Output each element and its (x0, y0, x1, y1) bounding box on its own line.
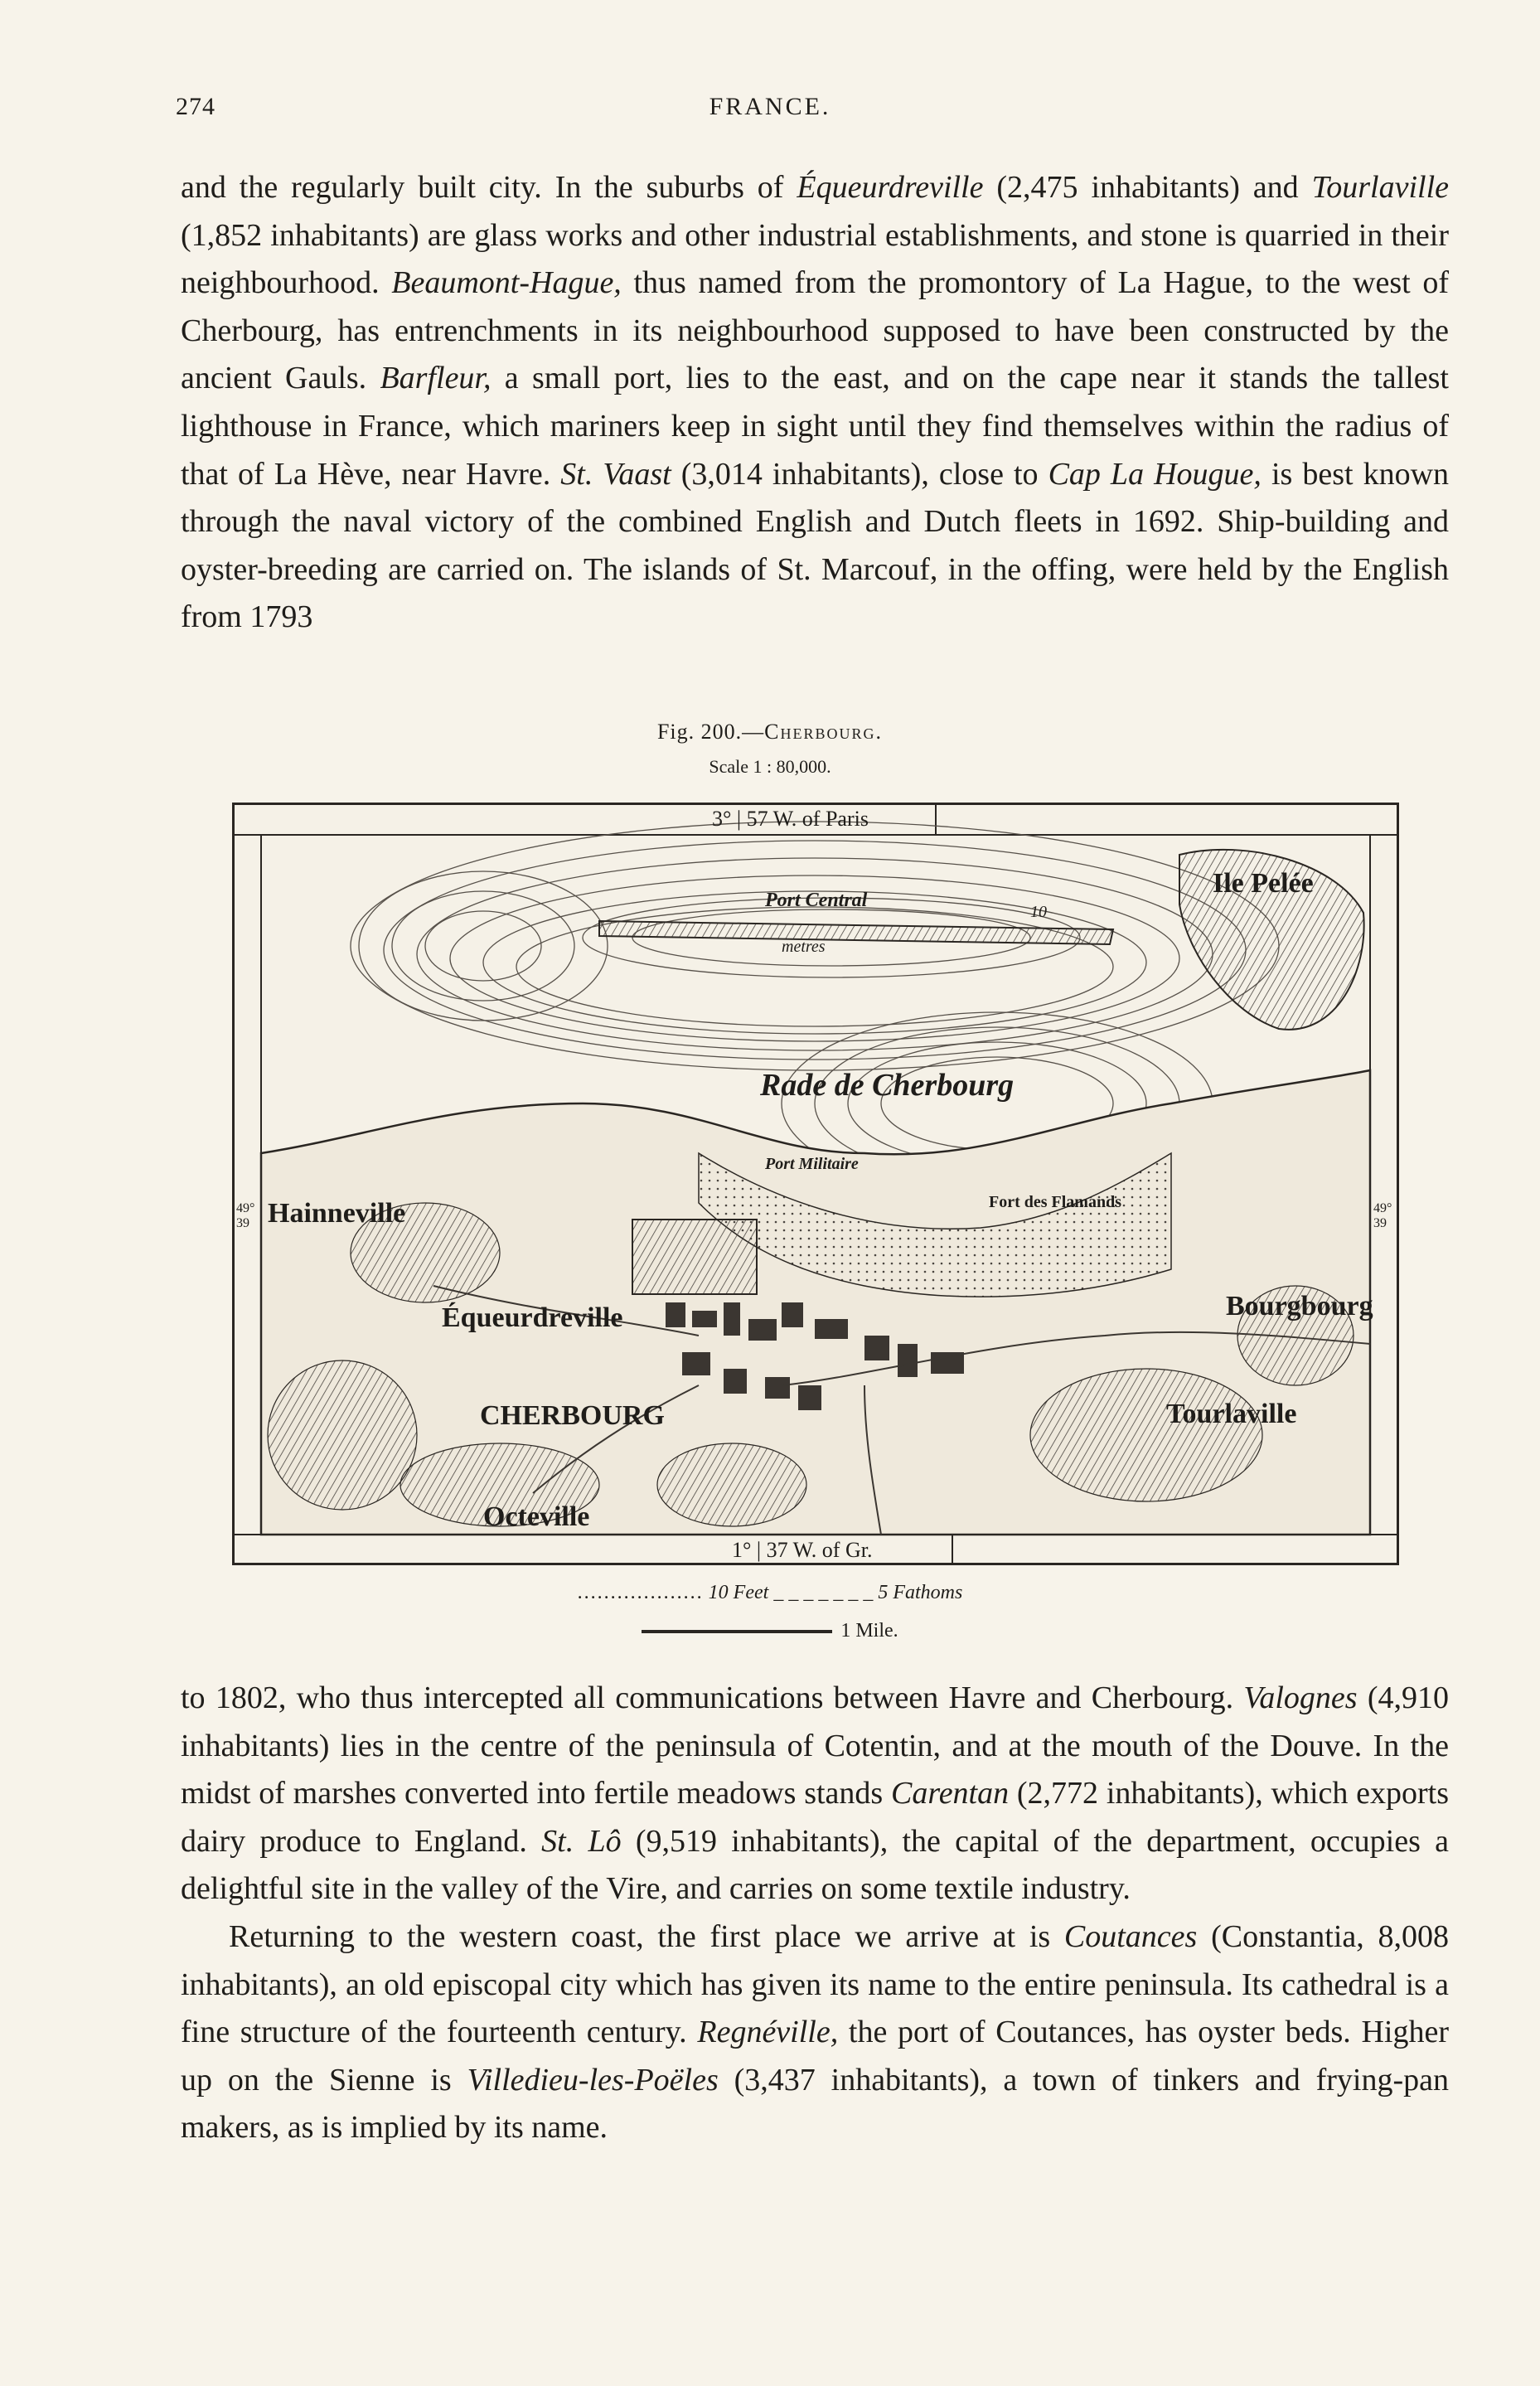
latitude-left: 49° 39 (236, 1201, 255, 1230)
label-fort-des-flamands: Fort des Flamands (989, 1193, 1121, 1211)
scale-bar-label: 1 Mile. (840, 1620, 898, 1642)
text-span: (3,437 inhabitants), a town of tinkers and frying-pan makers, as is implied by its name. (181, 2062, 1449, 2146)
label-ile-pelee: Ile Pelée (1213, 868, 1314, 899)
label-port-militaire: Port Militaire (765, 1155, 859, 1173)
paragraph-top (181, 164, 1449, 642)
map-engraving (235, 805, 1397, 1563)
text-span: is best known through the naval victory of the combined English and Dutch fleets in 1692. Ship-building and oyster-breeding are carried on. The islands of St. Marcouf, in the offing, were held by the English from 1793 (181, 456, 1450, 635)
text-span: (9,519 inhabitants), the capital of the department, occupies a delightful site in the valley of the Vire, and carries on some textile industry. (181, 1823, 1449, 1907)
latitude-right: 49° 39 (1373, 1201, 1392, 1230)
text-span: (3,014 inhabitants), close to (671, 456, 1048, 492)
label-tourlaville: Tourlaville (1166, 1399, 1297, 1429)
label-bourgbourg: Bourgbourg (1226, 1291, 1373, 1322)
top-longitude-label: 3° | 57 W. of Paris (712, 807, 869, 831)
paragraph-coutances (181, 1913, 1449, 2152)
place-name: Carentan (890, 1776, 1010, 1811)
map-figure (232, 803, 1399, 1565)
legend-dashed-line: _ _ _ _ _ _ _ (773, 1582, 874, 1603)
text-span: (2,772 inhabitants), which exports dairy produce to England. (181, 1776, 1450, 1859)
text-span: (Constantia, 8,008 inhabitants), an old episcopal city which has given its name to the entire peninsula. Its cathedral is a fine structure of the fourteenth century. (181, 1918, 1449, 2050)
scale-legend (0, 1620, 1540, 1642)
place-name: St. Lô (541, 1823, 622, 1859)
place-name: Beaumont-Hague, (391, 265, 622, 301)
label-port-central: Port Central (765, 890, 868, 911)
place-name: Coutances (1063, 1918, 1198, 1954)
place-name: Barfleur, (380, 361, 492, 396)
figure-title: Cherbourg. (764, 720, 884, 744)
label-metres: metres (782, 938, 826, 956)
label-octeville: Octeville (483, 1501, 590, 1532)
place-name: Tourlaville (1311, 170, 1449, 205)
place-name: Valognes (1243, 1680, 1358, 1715)
figure-scale: Scale 1 : 80,000. (709, 756, 831, 777)
label-cherbourg: CHERBOURG (480, 1400, 665, 1431)
running-head: FRANCE. (709, 93, 831, 120)
place-name: Cap La Hougue, (1048, 456, 1262, 492)
text-span: Returning to the western coast, the first place we arrive at is (229, 1918, 1064, 1954)
text-span: (4,910 inhabitants) lies in the centre of the peninsula of Cotentin, and at the mouth of the Douve. In the midst of marshes converted into fertile meadows stands (181, 1680, 1449, 1811)
bottom-longitude-label: 1° | 37 W. of Gr. (732, 1538, 873, 1562)
place-name: Équeurdreville (797, 170, 984, 205)
place-name: Regnéville, (697, 2015, 839, 2050)
text-span: (2,475 inhabitants) and (983, 170, 1312, 205)
figure-number: Fig. 200.— (656, 720, 765, 744)
text-span: and the regularly built city. In the suburbs of (181, 170, 797, 205)
place-name: St. Vaast (560, 456, 671, 492)
text-span: thus named from the promontory of La Hague, to the west of Cherbourg, has entrenchments in its neighbourhood supposed to have been constructed by the ancient Gauls. (181, 265, 1450, 396)
label-rade-de-cherbourg: Rade de Cherbourg (760, 1068, 1015, 1103)
legend-fathoms: 5 Fathoms (878, 1582, 963, 1603)
text-span: a small port, lies to the east, and on the cape near it stands the tallest lighthouse in France, which mariners keep in sight until they find themselves within the radius of that of La Hève, near Havre. (181, 361, 1449, 492)
place-name: Villedieu-les-Poëles (467, 2062, 719, 2097)
text-span: the port of Coutances, has oyster beds. Higher up on the Sienne is (181, 2015, 1449, 2097)
breakwater (599, 921, 1113, 944)
depth-legend (0, 1582, 1540, 1604)
scale-bar (642, 1630, 832, 1633)
paragraph-bottom (181, 1675, 1449, 2152)
figure-caption (0, 720, 1540, 744)
label-equeurdreville: Équeurdreville (442, 1302, 623, 1333)
page-number: 274 (176, 93, 216, 120)
legend-feet: 10 Feet (708, 1582, 769, 1603)
paragraph-valognes (181, 1675, 1449, 1913)
text-span: to 1802, who thus intercepted all communications between Havre and Cherbourg. (181, 1680, 1244, 1715)
label-depth-10: 10 (1030, 903, 1047, 921)
paragraph-continued (181, 164, 1449, 642)
label-hainneville: Hainneville (268, 1198, 406, 1229)
text-span: (1,852 inhabitants) are glass works and other industrial establishments, and stone is quarried in their neighbourhood. (181, 217, 1449, 301)
legend-dotted-line: ................... (577, 1582, 704, 1603)
